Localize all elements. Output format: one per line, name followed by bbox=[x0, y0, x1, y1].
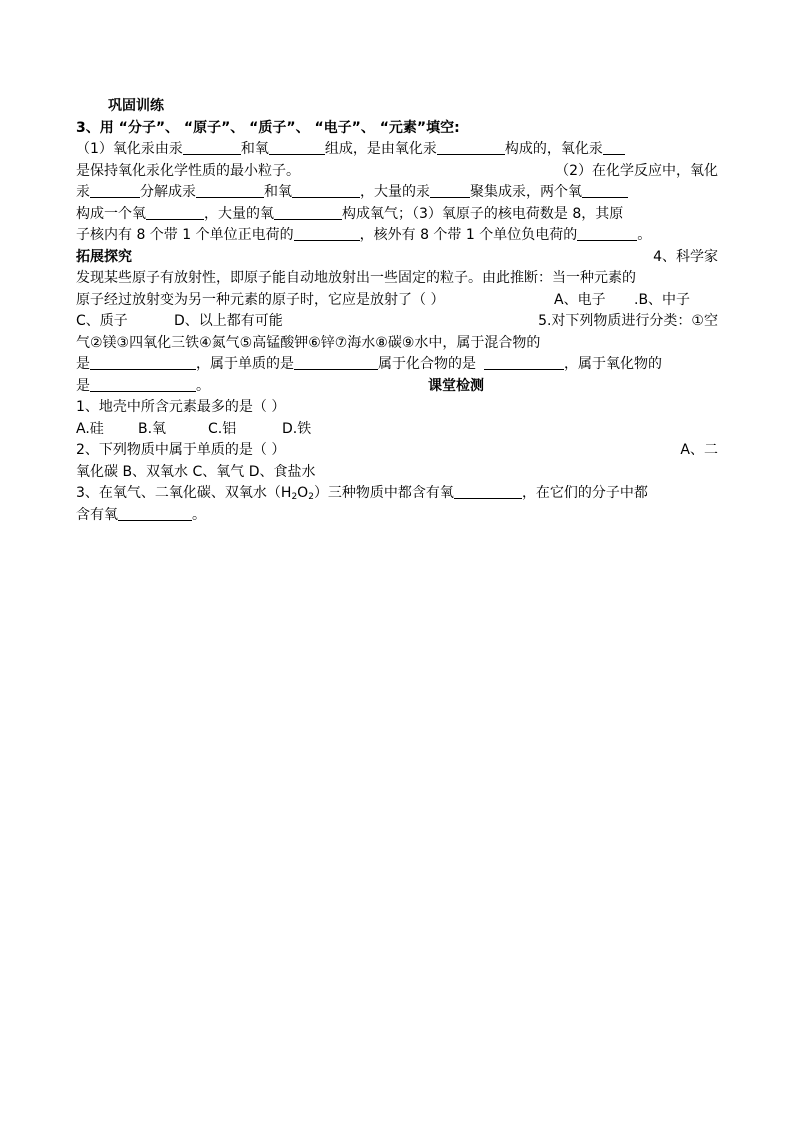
test-q1-option-d[interactable]: D.铁 bbox=[282, 420, 312, 437]
q3-text: 分解成汞 bbox=[140, 184, 196, 200]
q3-line-2 bbox=[76, 161, 718, 183]
q5-text: 是 bbox=[76, 356, 90, 372]
answer-blank[interactable] bbox=[183, 139, 241, 155]
q3-instruction-text: 3、用 “分子”、 “原子”、 “质子”、 “电子”、 “元素”填空: bbox=[76, 119, 460, 136]
answer-blank[interactable] bbox=[582, 182, 628, 198]
q5-text: ，属于氧化物的 bbox=[564, 356, 662, 372]
q3-text: （1）氧化汞由汞 bbox=[76, 141, 183, 157]
answer-blank[interactable] bbox=[90, 376, 196, 392]
answer-blank[interactable] bbox=[274, 204, 342, 220]
test-q3-text: 。 bbox=[192, 506, 206, 523]
q3-text: 组成，是由氧化汞 bbox=[324, 141, 437, 157]
q5-line-2 bbox=[76, 333, 718, 355]
answer-blank[interactable] bbox=[196, 182, 264, 198]
q3-text: 子核内有 8 个带 1 个单位正电荷的 bbox=[76, 227, 294, 243]
answer-blank[interactable] bbox=[603, 139, 625, 155]
q3-line-5 bbox=[76, 225, 718, 247]
test-q3-text: 含有氧 bbox=[76, 506, 118, 523]
classroom-test-heading: 课堂检测 bbox=[428, 377, 484, 394]
q3-text: 是保持氧化汞化学性质的最小粒子。 bbox=[76, 162, 300, 179]
answer-blank[interactable] bbox=[90, 182, 140, 198]
q5-start: 5.对下列物质进行分类：①空 bbox=[538, 313, 718, 329]
test-q3-text: O bbox=[297, 485, 309, 501]
test-q2-stem bbox=[76, 440, 718, 462]
q4-line-2 bbox=[76, 268, 718, 290]
q5-text: 属于化合物的是 bbox=[378, 356, 476, 372]
test-q3-line-2 bbox=[76, 505, 718, 527]
q3-line-1 bbox=[76, 139, 718, 161]
q4-option-c[interactable]: C、质子 bbox=[76, 313, 128, 329]
q5-text: ，属于单质的是 bbox=[196, 356, 294, 372]
test-q2-text: 2、下列物质中属于单质的是（ ） bbox=[76, 442, 286, 458]
test-q1-text: 1、地壳中所含元素最多的是（ ） bbox=[76, 399, 286, 415]
test-q1-option-a[interactable]: A.硅 bbox=[76, 420, 104, 437]
test-q1-options bbox=[76, 419, 718, 441]
answer-blank[interactable] bbox=[294, 225, 360, 241]
q3-text: 汞 bbox=[76, 184, 90, 200]
test-q3-line-1 bbox=[76, 483, 718, 505]
test-q3-text: 3、在氧气、二氧化碳、双氧水（H bbox=[76, 485, 292, 501]
q3-text: ，大量的汞 bbox=[360, 184, 430, 200]
test-q1-option-c[interactable]: C.铝 bbox=[208, 420, 237, 437]
q3-line-3 bbox=[76, 182, 718, 204]
test-q2-option-a-start[interactable]: A、二 bbox=[680, 442, 718, 458]
q3-text: 和氧 bbox=[264, 184, 292, 200]
q4-start: 4、科学家 bbox=[653, 248, 718, 265]
answer-blank[interactable] bbox=[294, 354, 378, 370]
answer-blank[interactable] bbox=[146, 204, 204, 220]
test-q1-option-b[interactable]: B.氧 bbox=[138, 420, 167, 437]
q4-option-a[interactable]: A、电子 bbox=[554, 291, 606, 308]
q3-text: ，核外有 8 个带 1 个单位负电荷的 bbox=[359, 227, 578, 243]
q4-line-3 bbox=[76, 290, 718, 312]
q5-line-4 bbox=[76, 376, 718, 398]
extension-heading-line bbox=[76, 247, 718, 269]
answer-blank[interactable] bbox=[577, 225, 637, 241]
q5-text: 是 bbox=[76, 377, 90, 394]
answer-blank[interactable] bbox=[90, 354, 196, 370]
q3-text: 构成一个氧 bbox=[76, 205, 146, 222]
q4-option-d[interactable]: D、以上都有可能 bbox=[174, 313, 283, 329]
q5-text: 气②镁③四氧化三铁④氮气⑤高锰酸钾⑥锌⑦海水⑧碳⑨水中，属于混合物的 bbox=[76, 334, 541, 351]
q4-option-b[interactable]: .B、中子 bbox=[634, 291, 691, 308]
test-q3-text: ）三种物质中都含有氧 bbox=[313, 485, 454, 501]
q5-line-3 bbox=[76, 354, 718, 376]
answer-blank[interactable] bbox=[454, 483, 522, 499]
q3-text: ，大量的氧 bbox=[204, 205, 274, 222]
answer-blank[interactable] bbox=[437, 139, 505, 155]
consolidation-heading: 巩固训练 bbox=[108, 98, 164, 114]
subscript: 2 bbox=[291, 492, 298, 502]
test-q2-options bbox=[76, 462, 718, 484]
q3-text: 构成的，氧化汞 bbox=[504, 141, 603, 157]
answer-blank[interactable] bbox=[118, 505, 192, 521]
q4-stem: 原子经过放射变为另一种元素的原子时，它应是放射了（ ） bbox=[76, 291, 445, 308]
answer-blank[interactable] bbox=[430, 182, 470, 198]
q4-text: 发现某些原子有放射性，即原子能自动地放射出一些固定的粒子。由此推断：当一种元素的 bbox=[76, 270, 636, 286]
q3-text: （2）在化学反应中，氧化 bbox=[555, 162, 718, 179]
answer-blank[interactable] bbox=[269, 139, 325, 155]
q3-text: 。 bbox=[637, 227, 652, 243]
extension-heading: 拓展探究 bbox=[76, 248, 132, 265]
q3-instruction bbox=[76, 118, 718, 140]
answer-blank[interactable] bbox=[292, 182, 360, 198]
q4-q5-line bbox=[76, 311, 718, 333]
consolidation-heading-line bbox=[76, 96, 718, 118]
subscript: 2 bbox=[308, 492, 314, 502]
test-q3-text: ，在它们的分子中都 bbox=[521, 485, 648, 501]
q5-text: 。 bbox=[196, 377, 210, 394]
q3-line-4 bbox=[76, 204, 718, 226]
q3-text: 聚集成汞，两个氧 bbox=[470, 184, 582, 200]
worksheet-page bbox=[76, 96, 718, 526]
test-q2-options-text[interactable]: 氧化碳 B、双氧水 C、氧气 D、食盐水 bbox=[76, 463, 316, 480]
q3-text: 构成氧气；（3）氧原子的核电荷数是 8，其原 bbox=[342, 205, 624, 222]
answer-blank[interactable] bbox=[484, 354, 564, 370]
q3-text: 和氧 bbox=[240, 141, 269, 157]
test-q1-stem bbox=[76, 397, 718, 419]
